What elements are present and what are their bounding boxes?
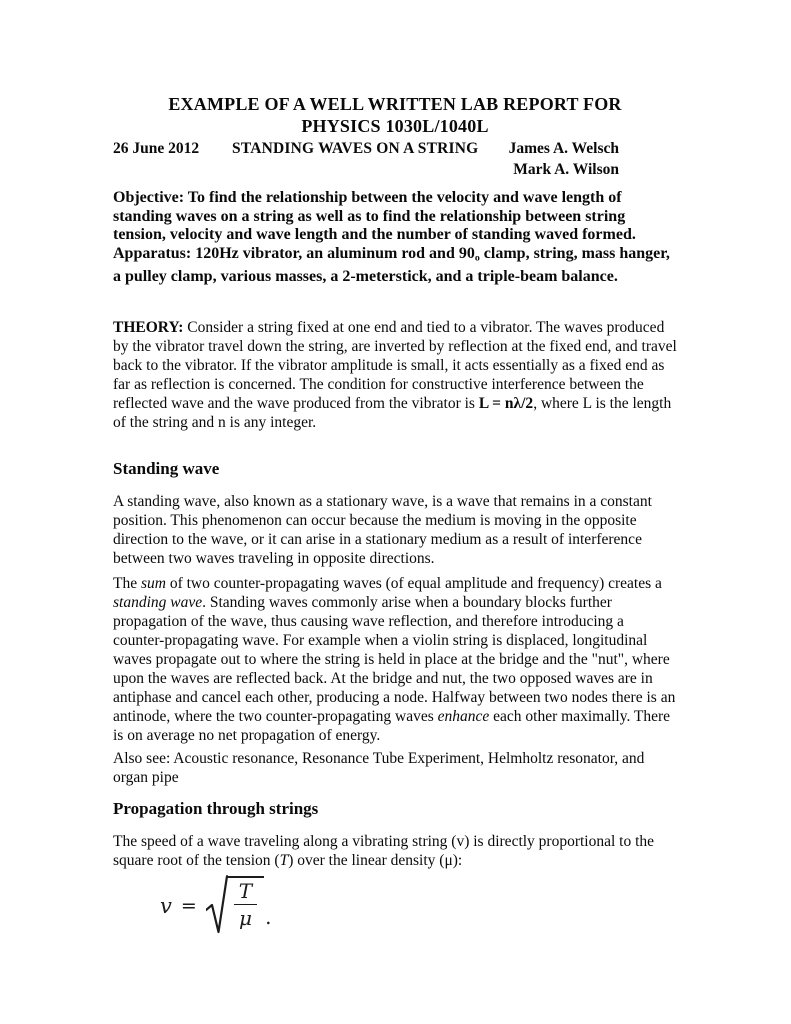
author-list (509, 138, 677, 180)
author-name: James A. Welsch (508, 140, 619, 157)
wave-speed-equation (160, 875, 272, 937)
fraction-denominator-mu: μ (238, 906, 252, 931)
report-title (113, 93, 677, 137)
equation-variable-v: v (160, 894, 172, 919)
equation-period: . (265, 905, 272, 930)
propagation-paragraph: The speed of a wave traveling along a vibrating string (v) is directly proportional to the square root of the tension (T) over the linear density (μ): (113, 833, 655, 870)
objective-apparatus-block (113, 189, 677, 286)
fraction (227, 876, 264, 930)
radical-sign-icon (206, 875, 228, 937)
experiment-title: STANDING WAVES ON A STRING (232, 140, 479, 157)
standing-wave-paragraph-1: A standing wave, also known as a stationary wave, is a wave that remains in a constant position. This phenomenon can occur because the medium is moving in the opposite direction to the wave, or it can arise in a stationary medium as a result of interference between two waves traveling in opposite directions. (113, 493, 652, 568)
section-heading-propagation: Propagation through strings (113, 799, 319, 819)
byline-row (113, 138, 677, 180)
section-heading-standing-wave: Standing wave (113, 459, 220, 479)
fraction-numerator-T: T (234, 879, 257, 905)
theory-paragraph: THEORY: Consider a string fixed at one end and tied to a vibrator. The waves produced by the vibrator travel down the string, are inverted by reflection at the fixed end, and travel back to the vibrator. If the vibrator amplitude is small, it acts essentially as a fixed end as far as reflection is concerned. The condition for constructive interference between the reflected wave and the wave produced from the vibrator is L = nλ/2, where L is the length of the string and n is any integer. (113, 319, 677, 432)
objective-paragraph: Objective: To find the relationship between the velocity and wave length of standing waves on a string as well as to find the relationship between string tension, velocity and wave length and the number of standing waved formed. (113, 189, 636, 244)
also-see-paragraph: Also see: Acoustic resonance, Resonance Tube Experiment, Helmholtz resonator, and organ pipe (113, 750, 645, 787)
report-title-line1: EXAMPLE OF A WELL WRITTEN LAB REPORT FOR (168, 94, 622, 114)
report-title-line2: PHYSICS 1030L/1040L (301, 116, 489, 136)
equals-sign: = (180, 895, 197, 918)
standing-wave-paragraph-2: The sum of two counter-propagating waves (of equal amplitude and frequency) creates a standing wave. Standing waves commonly arise when a boundary blocks further propagation of the wave, thus causing wave reflection, and therefore introducing a counter-propagating wave. For example when a violin string is displaced, longitudinal waves propagate out to where the string is held in place at the bridge and the "nut", where upon the waves are reflected back. At the bridge and nut, the two opposed waves are in antiphase and cancel each other, producing a node. Halfway between two nodes there is an antinode, where the two counter-propagating waves enhance each other maximally. There is on average no net propagation of energy. (113, 575, 676, 745)
author-name: Mark A. Wilson (513, 161, 619, 178)
report-date: 26 June 2012 (113, 140, 200, 157)
apparatus-paragraph: Apparatus: 120Hz vibrator, an aluminum rod and $90_o$ clamp, string, mass hanger, a pulley clamp, various masses, a 2-meterstick, and a triple-beam balance. (113, 244, 670, 285)
square-root-expression (206, 875, 264, 937)
